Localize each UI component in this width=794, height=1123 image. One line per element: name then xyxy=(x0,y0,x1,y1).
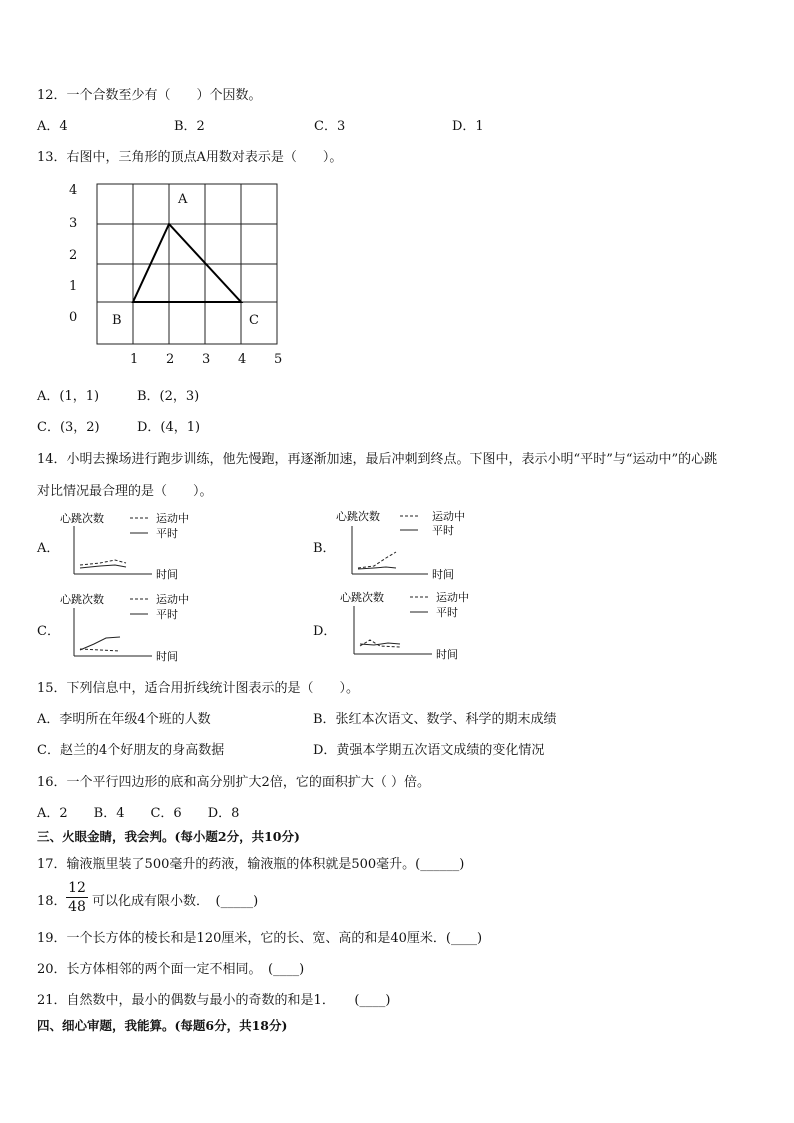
grid-y-label: 3 xyxy=(69,216,78,231)
chart-legend-dash: 运动中 xyxy=(436,591,469,604)
q12-option-c[interactable]: C．3 xyxy=(314,119,346,134)
chart-ylabel: 心跳次数 xyxy=(340,591,384,604)
q14-stem-line1: 14．小明去操场进行跑步训练，他先慢跑，再逐渐加速，最后冲刺到终点。下图中，表示小明“平时”与“运动中”的心跳 xyxy=(37,452,718,467)
grid-y-label: 2 xyxy=(69,248,78,263)
coordinate-grid xyxy=(60,178,300,370)
q12-option-a[interactable]: A．4 xyxy=(37,119,68,134)
chart-ylabel: 心跳次数 xyxy=(336,510,380,523)
q14-option-b[interactable]: B． xyxy=(313,541,336,556)
chart-xlabel: 时间 xyxy=(432,568,454,581)
q15-option-c[interactable]: C．赵兰的4个好朋友的身高数据 xyxy=(37,743,225,758)
triangle-abc xyxy=(133,224,241,302)
q20: 20．长方体相邻的两个面一定不相同。 (____) xyxy=(37,962,305,977)
q14-option-a[interactable]: A． xyxy=(37,541,60,556)
grid-y-label: 1 xyxy=(69,279,78,294)
q12-option-b[interactable]: B．2 xyxy=(174,119,205,134)
q15-option-d[interactable]: D．黄强本学期五次语文成绩的变化情况 xyxy=(313,743,545,758)
chart-legend-dash: 运动中 xyxy=(432,510,465,523)
vertex-b-label: B xyxy=(112,313,122,328)
chart-legend-solid: 平时 xyxy=(156,608,178,621)
chart-ylabel: 心跳次数 xyxy=(60,593,104,606)
q14-option-d[interactable]: D． xyxy=(313,624,337,639)
chart-legend-solid: 平时 xyxy=(156,527,178,540)
section-3-heading: 三、火眼金睛，我会判。(每小题2分，共10分) xyxy=(37,829,300,844)
q15-option-b[interactable]: B．张红本次语文、数学、科学的期末成绩 xyxy=(313,712,557,727)
vertex-a-label: A xyxy=(178,192,188,207)
q13-stem: 13．右图中，三角形的顶点A用数对表示是（ ）。 xyxy=(37,150,343,165)
q13-option-c[interactable]: C．(3，2) xyxy=(37,420,100,435)
q14-stem-line2: 对比情况最合理的是（ ）。 xyxy=(37,484,213,499)
chart-ylabel: 心跳次数 xyxy=(60,512,104,525)
q14-chart-d xyxy=(340,588,500,666)
chart-legend-solid: 平时 xyxy=(432,524,454,537)
grid-x-label: 4 xyxy=(238,352,247,367)
fraction-numerator: 12 xyxy=(68,880,86,896)
chart-legend-solid: 平时 xyxy=(436,606,458,619)
q17: 17．输液瓶里装了500毫升的药液，输液瓶的体积就是500毫升。(______) xyxy=(37,857,465,872)
q14-option-c[interactable]: C． xyxy=(37,624,60,639)
q15-option-a[interactable]: A．李明所在年级4个班的人数 xyxy=(37,712,211,727)
q14-chart-b xyxy=(336,508,496,586)
q13-option-b[interactable]: B．(2，3) xyxy=(137,389,200,404)
section-4-heading: 四、细心审题，我能算。(每题6分，共18分) xyxy=(37,1018,288,1033)
grid-x-label: 2 xyxy=(166,352,175,367)
q14-chart-c xyxy=(60,590,220,668)
q14-chart-a xyxy=(60,508,220,586)
q15-stem: 15．下列信息中，适合用折线统计图表示的是（ ）。 xyxy=(37,681,360,696)
grid-x-label: 3 xyxy=(202,352,211,367)
q16-options[interactable]: A．2 B．4 C．6 D．8 xyxy=(37,806,240,821)
grid-x-label: 1 xyxy=(130,352,139,367)
q12-option-d[interactable]: D．1 xyxy=(452,119,484,134)
q13-option-a[interactable]: A．(1，1) xyxy=(37,389,100,404)
grid-x-label: 5 xyxy=(274,352,283,367)
q12-stem: 12．一个合数至少有（ ）个因数。 xyxy=(37,88,262,103)
chart-xlabel: 时间 xyxy=(156,650,178,663)
fraction-denominator: 48 xyxy=(68,899,86,915)
chart-legend-dash: 运动中 xyxy=(156,593,189,606)
chart-xlabel: 时间 xyxy=(436,648,458,661)
grid-y-label: 4 xyxy=(69,183,78,198)
q18-text: 可以化成有限小数． (_____) xyxy=(92,894,259,909)
q18-fraction xyxy=(66,880,88,915)
q13-option-d[interactable]: D．(4，1) xyxy=(137,420,201,435)
q19: 19．一个长方体的棱长和是120厘米，它的长、宽、高的和是40厘米．(____) xyxy=(37,931,483,946)
grid-y-label: 0 xyxy=(69,310,78,325)
q16-stem: 16．一个平行四边形的底和高分别扩大2倍，它的面积扩大（ ）倍。 xyxy=(37,775,430,790)
vertex-c-label: C xyxy=(249,313,259,328)
q21: 21．自然数中，最小的偶数与最小的奇数的和是1． (____) xyxy=(37,993,391,1008)
q18-number: 18． xyxy=(37,894,67,909)
chart-legend-dash: 运动中 xyxy=(156,512,189,525)
chart-xlabel: 时间 xyxy=(156,568,178,581)
